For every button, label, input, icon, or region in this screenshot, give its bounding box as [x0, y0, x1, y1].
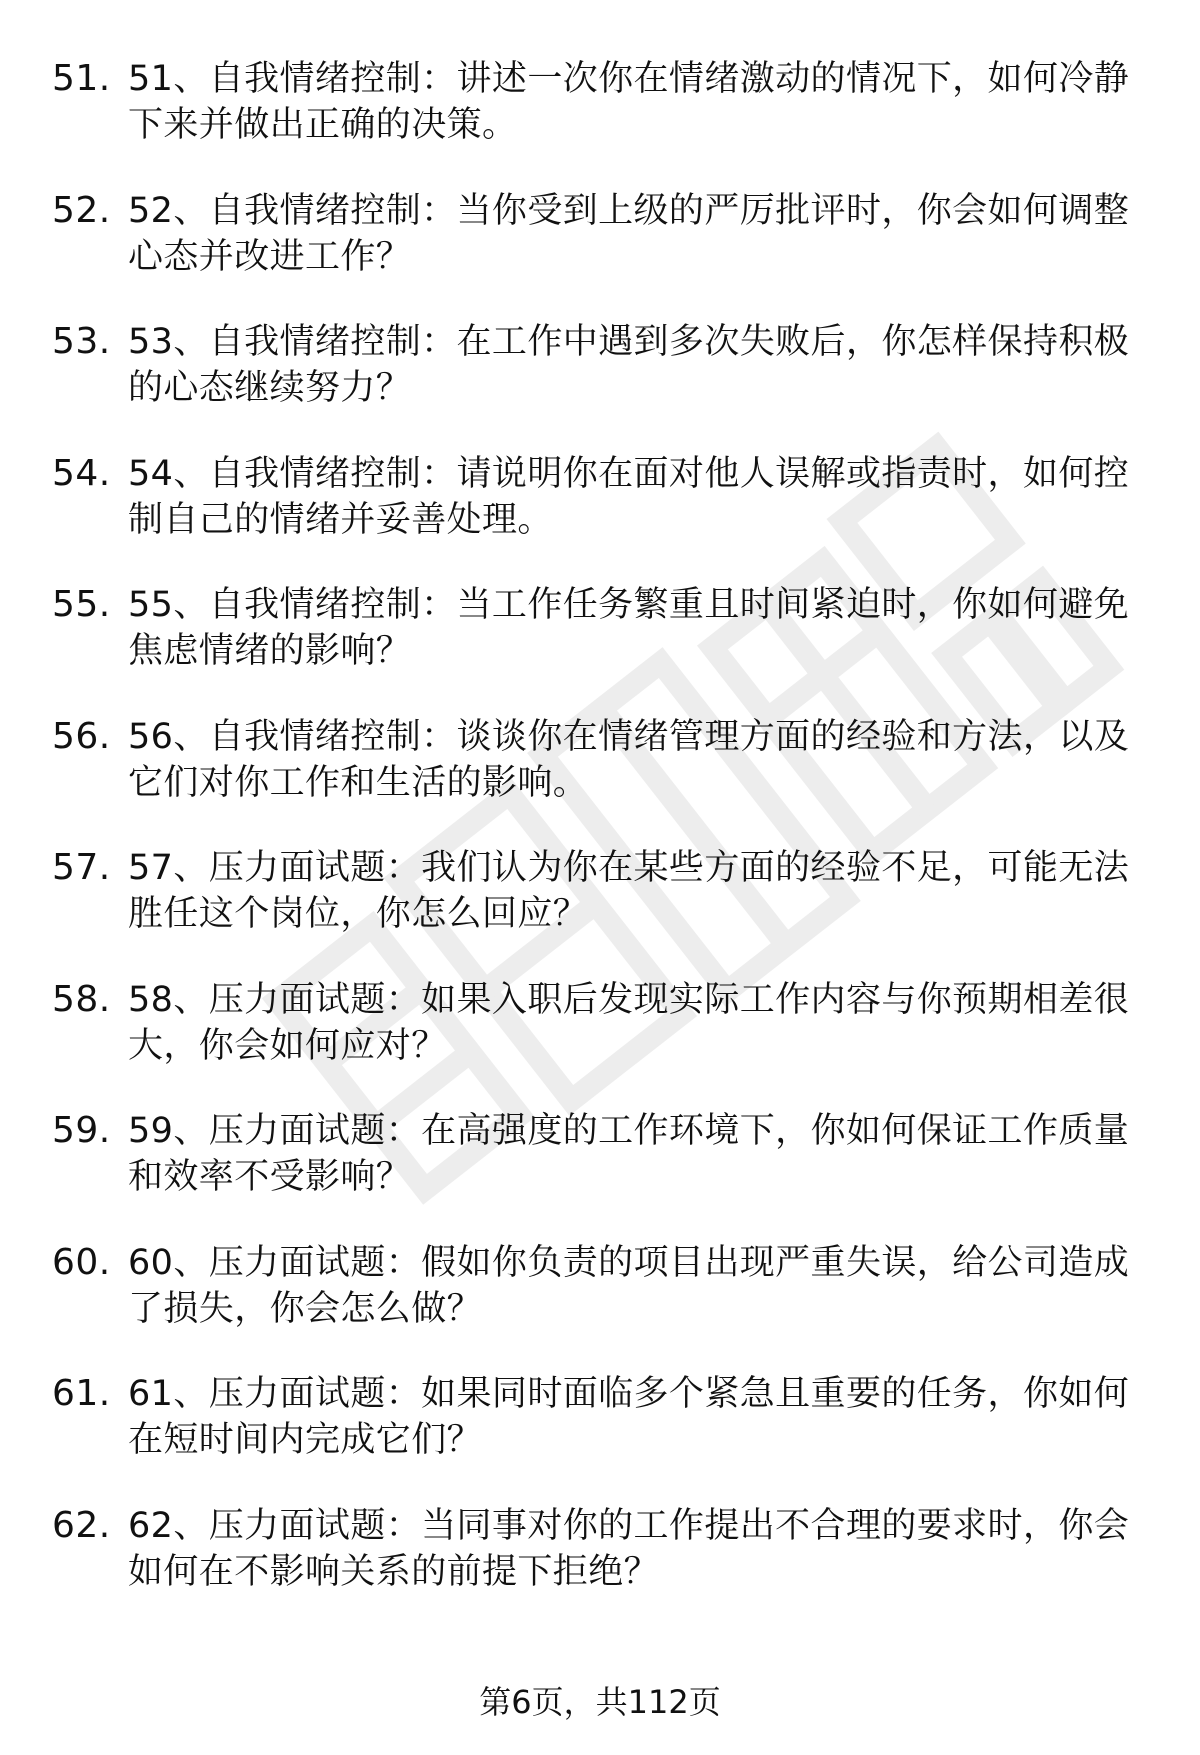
list-item-text: 58、压力面试题：如果入职后发现实际工作内容与你预期相差很大，你会如何应对？	[128, 979, 1130, 1066]
list-item-number: 61.	[52, 1373, 111, 1414]
list-item	[52, 714, 1152, 846]
list-item	[52, 845, 1152, 977]
list-item-number: 60.	[52, 1241, 111, 1283]
list-item	[52, 1503, 1152, 1635]
page-footer: 第6页，共112页	[479, 1683, 721, 1721]
list-item	[52, 319, 1152, 451]
question-list	[52, 56, 1152, 1634]
list-item-number: 54.	[52, 452, 111, 494]
list-item-text: 62、压力面试题：当同事对你的工作提出不合理的要求时，你会如何在不影响关系的前提下拒绝？	[128, 1505, 1130, 1592]
list-item-number: 59.	[52, 1110, 111, 1151]
list-item-number: 53.	[52, 321, 111, 362]
list-item-text: 54、自我情绪控制：请说明你在面对他人误解或指责时，如何控制自己的情绪并妥善处理。	[128, 453, 1130, 540]
list-item	[52, 1108, 1152, 1240]
list-item-text: 51、自我情绪控制：讲述一次你在情绪激动的情况下，如何冷静下来并做出正确的决策。	[128, 59, 1130, 145]
list-item	[52, 582, 1152, 714]
list-item-number: 55.	[52, 584, 111, 625]
list-item-text: 56、自我情绪控制：谈谈你在情绪管理方面的经验和方法，以及它们对你工作和生活的影响。	[128, 716, 1130, 803]
list-item-number: 57.	[52, 847, 111, 888]
list-item	[52, 188, 1152, 320]
list-item	[52, 1371, 1152, 1503]
list-item-text: 60、压力面试题：假如你负责的项目出现严重失误，给公司造成了损失，你会怎么做？	[128, 1242, 1130, 1329]
list-item	[52, 56, 1152, 188]
list-item-text: 57、压力面试题：我们认为你在某些方面的经验不足，可能无法胜任这个岗位，你怎么回应？	[128, 848, 1130, 934]
list-item-number: 51.	[52, 58, 111, 99]
list-item	[52, 977, 1152, 1109]
list-item-text: 59、压力面试题：在高强度的工作环境下，你如何保证工作质量和效率不受影响？	[128, 1111, 1130, 1197]
list-item-text: 61、压力面试题：如果同时面临多个紧急且重要的任务，你如何在短时间内完成它们？	[128, 1374, 1130, 1460]
list-item	[52, 1240, 1152, 1372]
list-item	[52, 451, 1152, 583]
list-item-number: 58.	[52, 978, 111, 1020]
list-item-number: 52.	[52, 189, 111, 231]
list-item-number: 56.	[52, 715, 111, 757]
list-item-number: 62.	[52, 1504, 111, 1546]
list-item-text: 53、自我情绪控制：在工作中遇到多次失败后，你怎样保持积极的心态继续努力？	[128, 322, 1130, 408]
list-item-text: 55、自我情绪控制：当工作任务繁重且时间紧迫时，你如何避免焦虑情绪的影响？	[128, 585, 1130, 671]
list-item-text: 52、自我情绪控制：当你受到上级的严厉批评时，你会如何调整心态并改进工作？	[128, 190, 1130, 277]
